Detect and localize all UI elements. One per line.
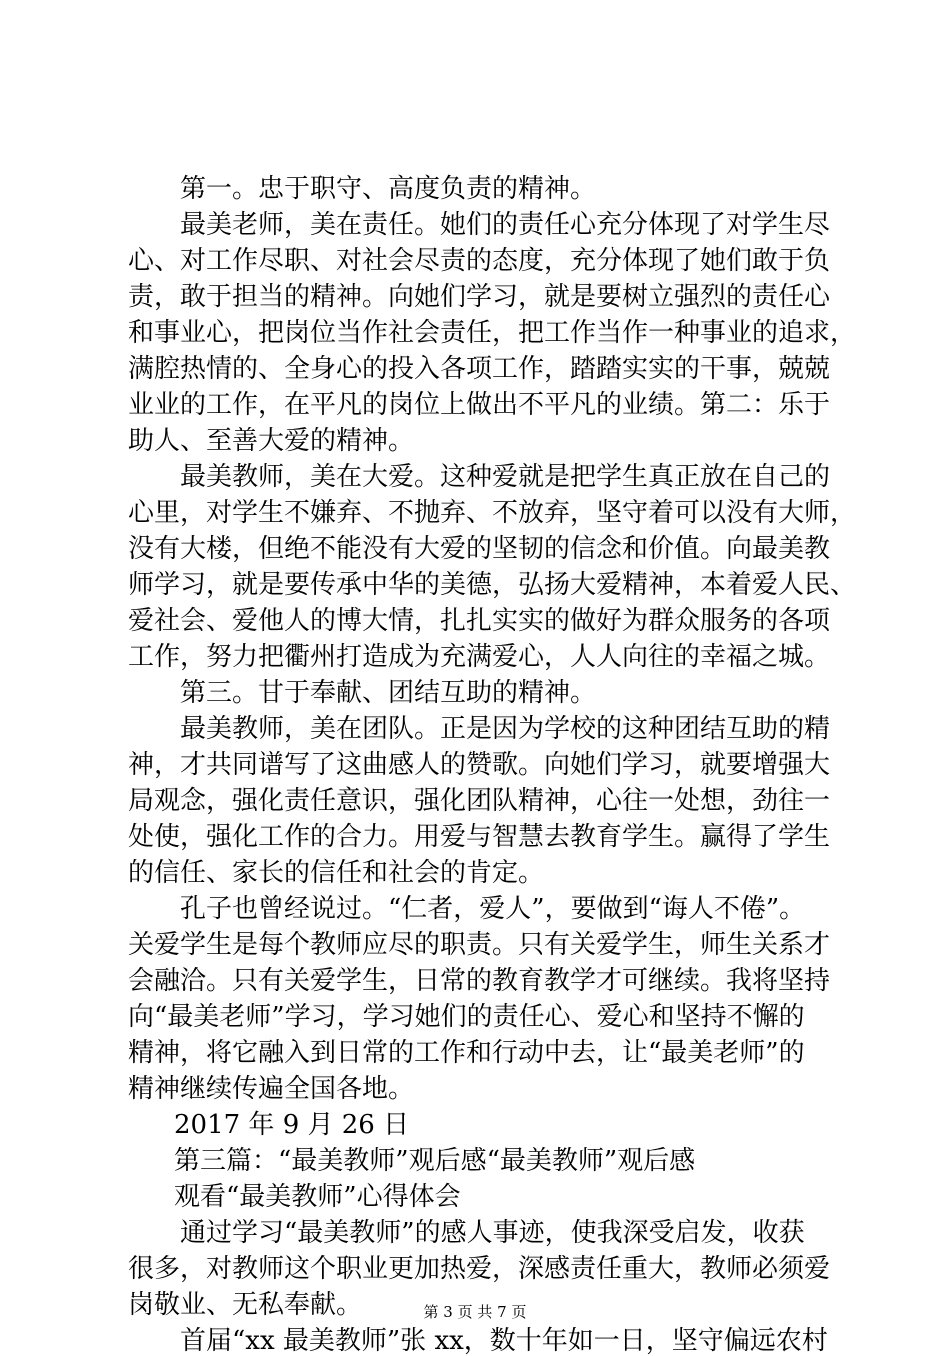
text-line: 心里，对学生不嫌弃、不抛弃、不放弃，坚守着可以没有大师， bbox=[128, 498, 857, 528]
text-line: 业业的工作，在平凡的岗位上做出不平凡的业绩。第二：乐于 bbox=[128, 390, 831, 420]
text-line: 的信任、家长的信任和社会的肯定。 bbox=[128, 858, 545, 888]
text-line: 通过学习“最美教师”的感人事迹，使我深受启发，收获 bbox=[180, 1218, 805, 1248]
text-line: 没有大楼，但绝不能没有大爱的坚韧的信念和价值。向最美教 bbox=[128, 534, 831, 564]
text-line: 第三。甘于奉献、团结互助的精神。 bbox=[180, 678, 597, 708]
text-line: 工作，努力把衢州打造成为充满爱心，人人向往的幸福之城。 bbox=[128, 642, 831, 672]
text-line: 责，敢于担当的精神。向她们学习，就是要树立强烈的责任心 bbox=[128, 282, 831, 312]
page-number-footer: 第 3 页 共 7 页 bbox=[423, 1303, 527, 1321]
text-line: 精神，将它融入到日常的工作和行动中去，让“最美老师”的 bbox=[128, 1038, 805, 1068]
text-line: 精神继续传遍全国各地。 bbox=[128, 1074, 415, 1104]
text-line: 会融洽。只有关爱学生，日常的教育教学才可继续。我将坚持 bbox=[128, 966, 831, 996]
text-line: 孔子也曾经说过。“仁者，爱人”，要做到“诲人不倦”。 bbox=[180, 894, 806, 924]
text-line: 岗敬业、无私奉献。 bbox=[128, 1290, 363, 1320]
text-line: 首届“xx 最美教师”张 xx，数十年如一日，坚守偏远农村 bbox=[180, 1326, 828, 1356]
text-line: 最美教师，美在团队。正是因为学校的这种团结互助的精 bbox=[180, 714, 831, 744]
text-line: 第一。忠于职守、高度负责的精神。 bbox=[180, 174, 597, 204]
subheading: 观看“最美教师”心得体会 bbox=[174, 1182, 461, 1212]
text-line: 满腔热情的、全身心的投入各项工作，踏踏实实的干事，兢兢 bbox=[128, 354, 831, 384]
text-line: 局观念，强化责任意识，强化团队精神，心往一处想，劲往一 bbox=[128, 786, 831, 816]
text-line: 心、对工作尽职、对社会尽责的态度，充分体现了她们敢于负 bbox=[128, 246, 831, 276]
section-heading: 第三篇：“最美教师”观后感“最美教师”观后感 bbox=[174, 1146, 696, 1176]
text-line: 向“最美老师”学习，学习她们的责任心、爱心和坚持不懈的 bbox=[128, 1002, 805, 1032]
text-line: 助人、至善大爱的精神。 bbox=[128, 426, 415, 456]
text-line: 爱社会、爱他人的博大情，扎扎实实的做好为群众服务的各项 bbox=[128, 606, 831, 636]
text-line: 最美教师，美在大爱。这种爱就是把学生真正放在自己的 bbox=[180, 462, 831, 492]
date-line: 2017 年 9 月 26 日 bbox=[174, 1110, 410, 1140]
text-line: 处使，强化工作的合力。用爱与智慧去教育学生。赢得了学生 bbox=[128, 822, 831, 852]
text-line: 师学习，就是要传承中华的美德，弘扬大爱精神，本着爱人民、 bbox=[128, 570, 857, 600]
text-line: 关爱学生是每个教师应尽的职责。只有关爱学生，师生关系才 bbox=[128, 930, 831, 960]
text-line: 最美老师，美在责任。她们的责任心充分体现了对学生尽 bbox=[180, 210, 831, 240]
text-line: 很多，对教师这个职业更加热爱，深感责任重大，教师必须爱 bbox=[128, 1254, 831, 1284]
text-line: 和事业心，把岗位当作社会责任，把工作当作一种事业的追求， bbox=[128, 318, 857, 348]
text-line: 神，才共同谱写了这曲感人的赞歌。向她们学习，就要增强大 bbox=[128, 750, 831, 780]
